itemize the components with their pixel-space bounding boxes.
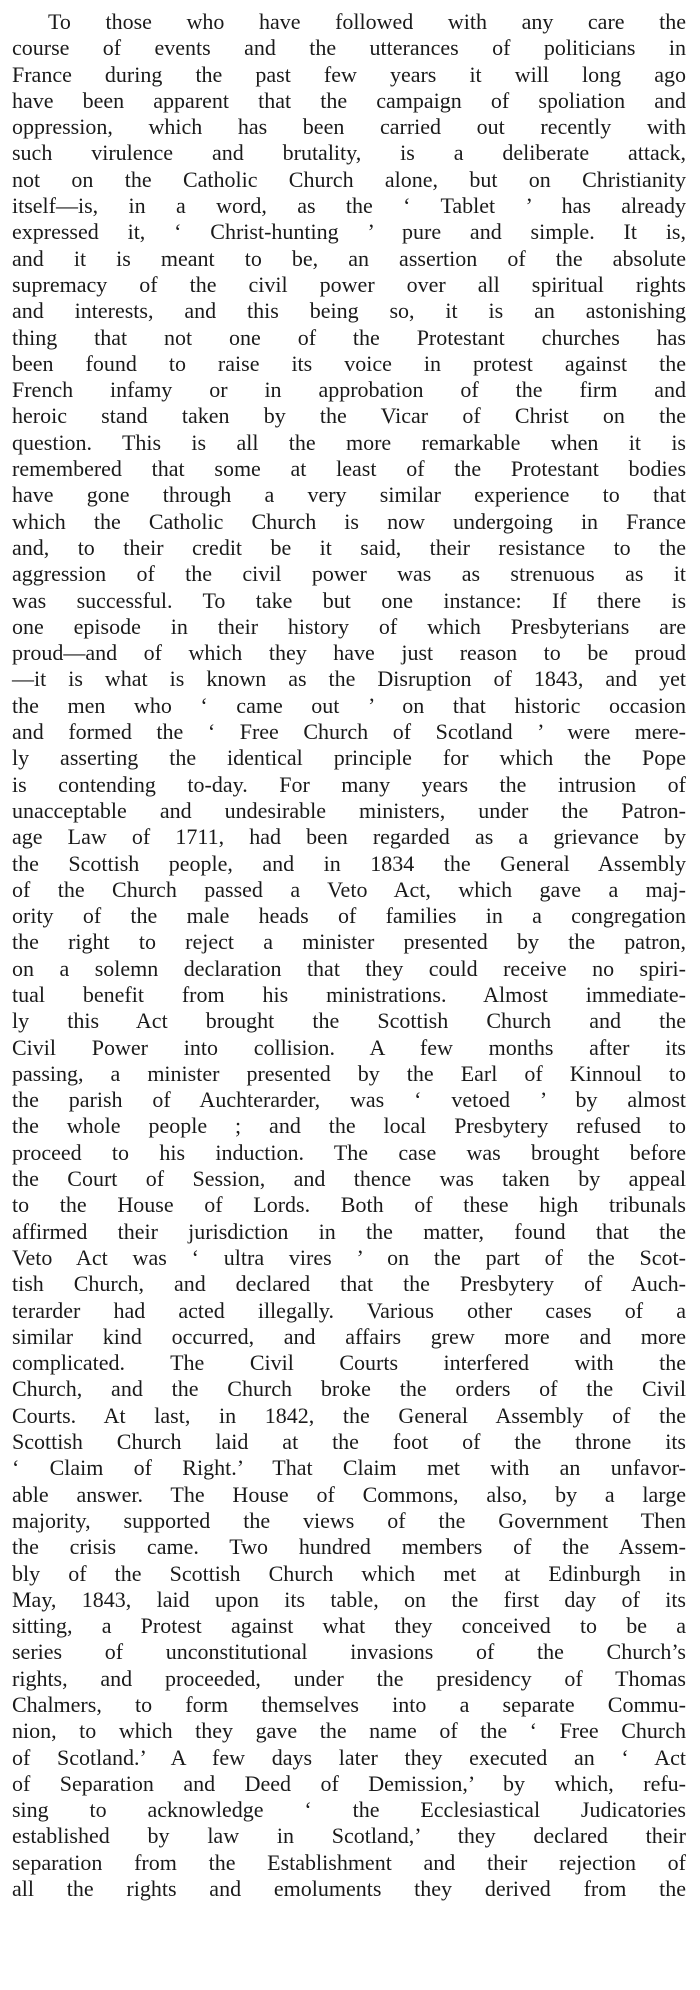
text-line: oppression, which has been carried out recently with: [12, 114, 686, 140]
text-line: proud—and of which they have just reason to be proud: [12, 640, 686, 666]
text-line: remembered that some at least of the Protestant bodies: [12, 456, 686, 482]
text-line: supremacy of the civil power over all spiritual rights: [12, 271, 686, 297]
text-line: passing, a minister presented by the Earl of Kinnoul to: [12, 1060, 686, 1086]
text-line: To those who have followed with any care the: [48, 9, 686, 34]
text-line: established by law in Scotland,’ they declared their: [12, 1823, 686, 1849]
text-line: such virulence and brutality, is a deliberate attack,: [12, 140, 686, 166]
text-line: have been apparent that the campaign of spoliation and: [12, 87, 686, 113]
text-line: and formed the ‘ Free Church of Scotland ’ were mere-: [12, 719, 686, 745]
text-line: of Scotland.’ A few days later they executed an ‘ Act: [12, 1744, 686, 1770]
text-line: sing to acknowledge ‘ the Ecclesiastical Judicatories: [12, 1797, 686, 1823]
text-line: age Law of 1711, had been regarded as a grievance by: [12, 824, 686, 850]
text-line: unacceptable and undesirable ministers, under the Patron-: [12, 797, 686, 823]
text-line: able answer. The House of Commons, also, by a large: [12, 1481, 686, 1507]
text-line: tish Church, and declared that the Presbytery of Auch-: [12, 1271, 686, 1297]
text-line: terarder had acted illegally. Various other cases of a: [12, 1297, 686, 1323]
text-line: on a solemn declaration that they could receive no spiri-: [12, 955, 686, 981]
text-line: is contending to-day. For many years the intrusion of: [12, 771, 686, 797]
text-line: ly asserting the identical principle for which the Pope: [12, 745, 686, 771]
text-line: majority, supported the views of the Government Then: [12, 1507, 686, 1533]
text-line: and interests, and this being so, it is an astonishing: [12, 298, 686, 324]
text-line: the Court of Session, and thence was taken by appeal: [12, 1166, 686, 1192]
text-line: the whole people ; and the local Presbytery refused to: [12, 1113, 686, 1139]
text-line: to the House of Lords. Both of these high tribunals: [12, 1192, 686, 1218]
text-line: expressed it, ‘ Christ-hunting ’ pure and simple. It is,: [12, 219, 686, 245]
text-line: one episode in their history of which Presbyterians are: [12, 613, 686, 639]
text-line: thing that not one of the Protestant churches has: [12, 324, 686, 350]
text-line: aggression of the civil power was as strenuous as it: [12, 561, 686, 587]
text-line: of the Church passed a Veto Act, which gave a maj-: [12, 876, 686, 902]
text-line: question. This is all the more remarkable when it is: [12, 429, 686, 455]
text-line: and it is meant to be, an assertion of the absolute: [12, 245, 686, 271]
text-line: —it is what is known as the Disruption of 1843, and yet: [12, 666, 686, 692]
text-line: complicated. The Civil Courts interfered with the: [12, 1350, 686, 1376]
text-line: of Separation and Deed of Demission,’ by which, refu-: [12, 1770, 686, 1796]
text-line: separation from the Establishment and their rejection of: [12, 1849, 686, 1875]
text-line: Church, and the Church broke the orders of the Civil: [12, 1376, 686, 1402]
text-line: course of events and the utterances of politicians in: [12, 35, 686, 61]
text-line: all the rights and emoluments they derived from the: [12, 1876, 686, 1902]
text-line: rights, and proceeded, under the presidency of Thomas: [12, 1665, 686, 1691]
text-line: was successful. To take but one instance: If there is: [12, 587, 686, 613]
text-line: affirmed their jurisdiction in the matter, found that the: [12, 1218, 686, 1244]
text-line: ority of the male heads of families in a congregation: [12, 903, 686, 929]
text-line: the crisis came. Two hundred members of the Assem-: [12, 1534, 686, 1560]
text-line: ly this Act brought the Scottish Church and the: [12, 1008, 686, 1034]
text-line: Civil Power into collision. A few months after its: [12, 1034, 686, 1060]
text-line: tual benefit from his ministrations. Almost immediate-: [12, 981, 686, 1007]
text-line: heroic stand taken by the Vicar of Christ on the: [12, 403, 686, 429]
text-line: Scottish Church laid at the foot of the throne its: [12, 1429, 686, 1455]
text-line: French infamy or in approbation of the firm and: [12, 377, 686, 403]
text-line: have gone through a very similar experience to that: [12, 482, 686, 508]
text-line: the men who ‘ came out ’ on that historic occasion: [12, 692, 686, 718]
text-line: ‘ Claim of Right.’ That Claim met with an unfavor-: [12, 1455, 686, 1481]
text-line: sitting, a Protest against what they conceived to be a: [12, 1613, 686, 1639]
text-line: proceed to his induction. The case was brought before: [12, 1139, 686, 1165]
text-line: itself—is, in a word, as the ‘ Tablet ’ has already: [12, 193, 686, 219]
text-line: France during the past few years it will long ago: [12, 61, 686, 87]
text-line: nion, to which they gave the name of the ‘ Free Church: [12, 1718, 686, 1744]
text-line: Chalmers, to form themselves into a separate Commu-: [12, 1692, 686, 1717]
text-line: the right to reject a minister presented by the patron,: [12, 929, 686, 955]
text-line: not on the Catholic Church alone, but on Christianity: [12, 166, 686, 192]
text-line: the parish of Auchterarder, was ‘ vetoed ’ by almost: [12, 1087, 686, 1113]
text-line: which the Catholic Church is now undergoing in France: [12, 508, 686, 534]
text-line: May, 1843, laid upon its table, on the first day of its: [12, 1586, 686, 1612]
text-line: the Scottish people, and in 1834 the General Assembly: [12, 850, 686, 876]
text-line: similar kind occurred, and affairs grew more and more: [12, 1323, 686, 1349]
text-line: series of unconstitutional invasions of the Church’s: [12, 1639, 686, 1665]
text-line: Veto Act was ‘ ultra vires ’ on the part of the Scot-: [12, 1244, 686, 1270]
text-line: been found to raise its voice in protest against the: [12, 350, 686, 376]
text-line: Courts. At last, in 1842, the General Assembly of the: [12, 1402, 686, 1428]
text-line: and, to their credit be it said, their resistance to the: [12, 534, 686, 560]
text-line: bly of the Scottish Church which met at Edinburgh in: [12, 1560, 686, 1586]
